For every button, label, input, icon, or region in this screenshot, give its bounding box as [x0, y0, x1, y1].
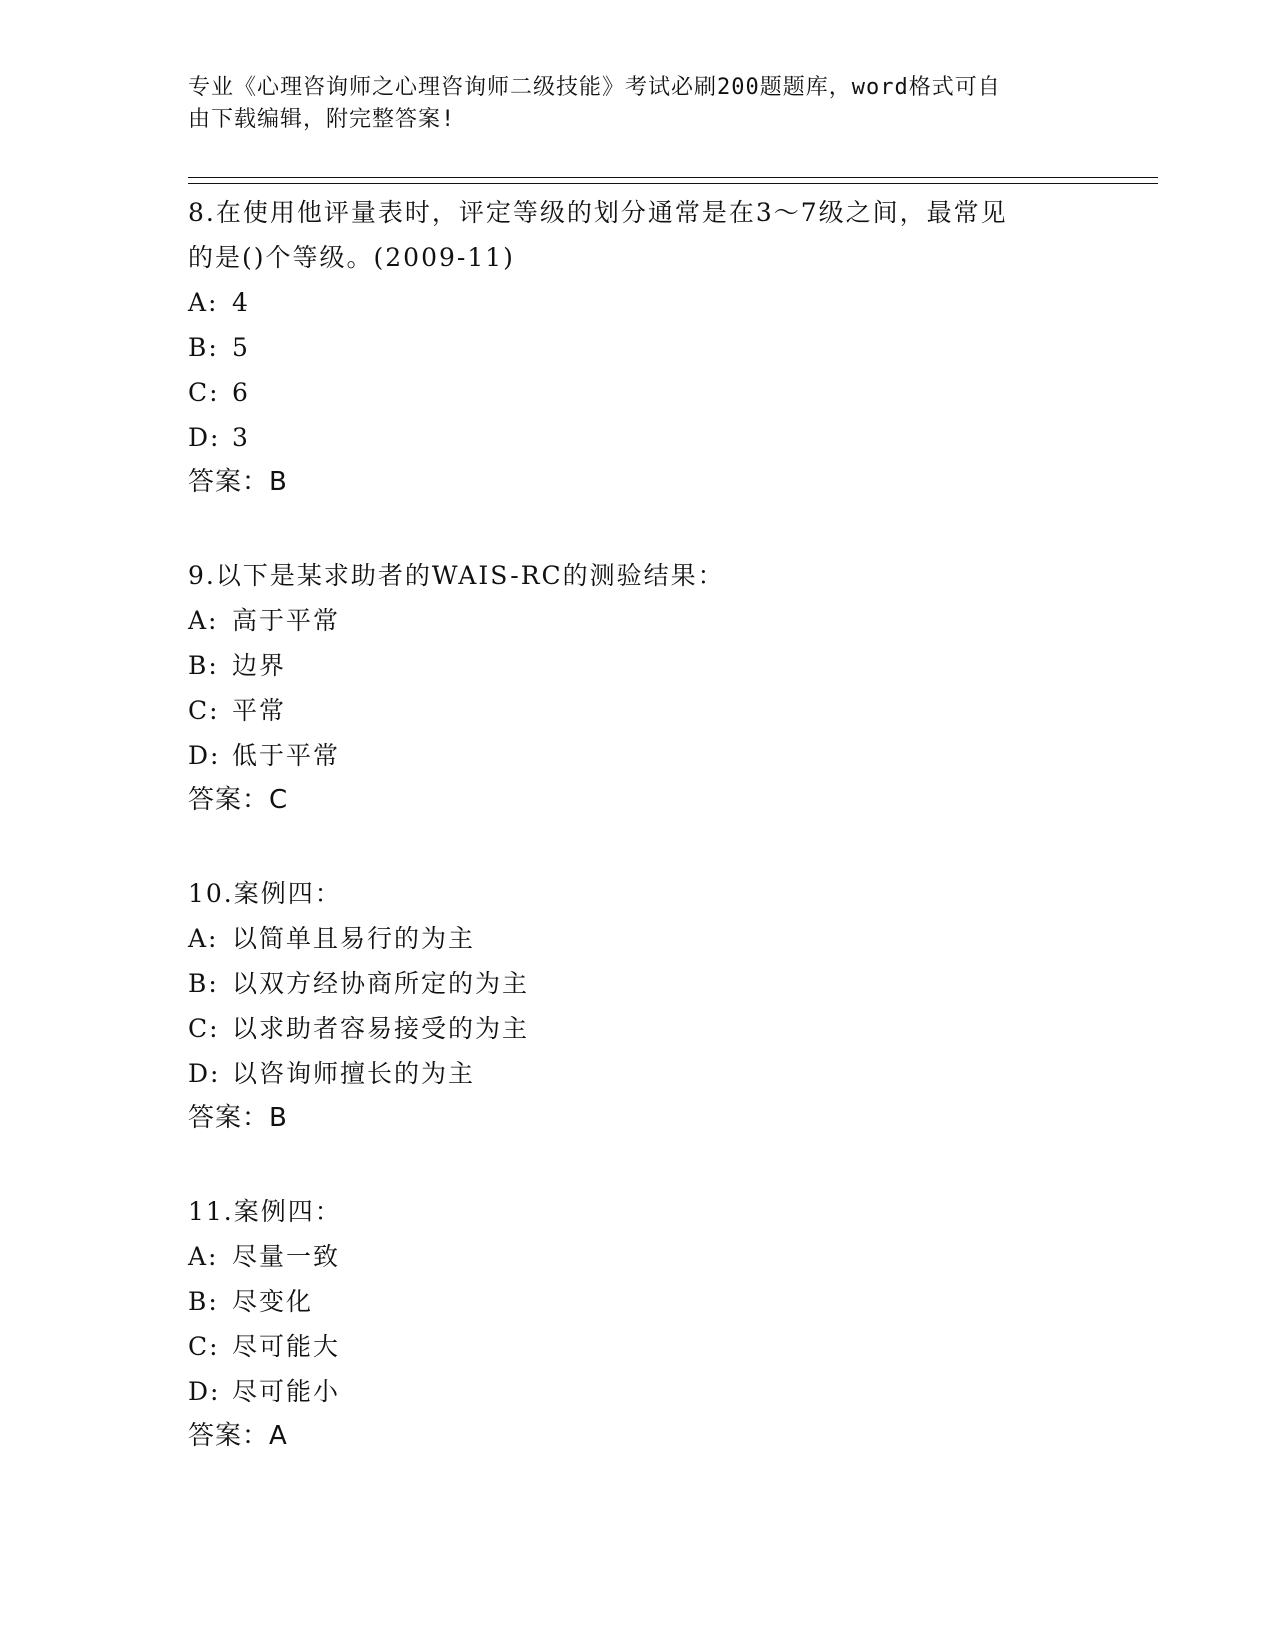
option-text: 平常: [232, 696, 287, 725]
header-divider-bottom: [188, 183, 1158, 184]
option-key: B:: [188, 651, 219, 680]
option-text: 低于平常: [232, 741, 341, 770]
document-header: [188, 72, 1068, 136]
option-a: [188, 916, 1088, 961]
option-a: [188, 598, 1088, 643]
option-text: 以双方经协商所定的为主: [232, 969, 530, 998]
option-text: 尽变化: [232, 1287, 314, 1316]
question-11: [188, 1189, 1088, 1459]
option-text: 6: [232, 378, 250, 407]
answer-line: 答案：A: [188, 1421, 288, 1451]
option-key: D:: [188, 741, 221, 770]
option-c: [188, 688, 1088, 733]
option-text: 以简单且易行的为主: [232, 924, 476, 953]
answer-line: 答案：B: [188, 467, 288, 497]
header-divider-top: [188, 177, 1158, 178]
option-key: D:: [188, 1377, 221, 1406]
option-b: [188, 643, 1088, 688]
option-text: 以求助者容易接受的为主: [232, 1014, 530, 1043]
option-key: B:: [188, 969, 219, 998]
option-list: [188, 280, 1088, 460]
question-8: [188, 190, 1088, 505]
option-key: D:: [188, 1059, 221, 1088]
option-text: 5: [232, 333, 250, 362]
option-text: 3: [232, 423, 250, 452]
question-10: [188, 871, 1088, 1141]
question-stem-line-1: 8.在使用他评量表时，评定等级的划分通常是在3～7级之间，最常见: [188, 198, 1008, 227]
question-stem-line-1: 10.案例四：: [188, 879, 342, 908]
option-text: 尽可能小: [232, 1377, 341, 1406]
option-c: [188, 1324, 1088, 1369]
option-key: A:: [188, 606, 219, 635]
option-key: C:: [188, 378, 220, 407]
option-c: [188, 1006, 1088, 1051]
option-text: 边界: [232, 651, 287, 680]
option-list: [188, 1234, 1088, 1414]
option-a: [188, 280, 1088, 325]
header-line-1: 专业《心理咨询师之心理咨询师二级技能》考试必刷200题题库，word格式可自: [188, 75, 1001, 100]
option-key: B:: [188, 333, 219, 362]
option-text: 尽量一致: [232, 1242, 341, 1271]
option-d: [188, 1369, 1088, 1414]
header-line-2: 由下载编辑，附完整答案!: [188, 107, 456, 132]
option-text: 以咨询师擅长的为主: [232, 1059, 476, 1088]
option-b: [188, 961, 1088, 1006]
option-d: [188, 415, 1088, 460]
option-text: 高于平常: [232, 606, 341, 635]
option-c: [188, 370, 1088, 415]
option-text: 4: [232, 288, 250, 317]
answer-line: 答案：C: [188, 785, 289, 815]
question-9: [188, 553, 1088, 823]
option-b: [188, 1279, 1088, 1324]
question-stem-line-2: 的是()个等级。(2009-11): [188, 243, 515, 272]
option-key: D:: [188, 423, 221, 452]
option-key: A:: [188, 924, 219, 953]
option-list: [188, 598, 1088, 778]
option-key: C:: [188, 696, 220, 725]
option-a: [188, 1234, 1088, 1279]
question-stem-line-1: 9.以下是某求助者的WAIS-RC的测验结果：: [188, 561, 725, 590]
option-b: [188, 325, 1088, 370]
option-key: B:: [188, 1287, 219, 1316]
option-d: [188, 733, 1088, 778]
option-text: 尽可能大: [232, 1332, 341, 1361]
question-list: [188, 190, 1088, 1507]
question-stem-line-1: 11.案例四：: [188, 1197, 342, 1226]
option-key: A:: [188, 288, 219, 317]
option-key: C:: [188, 1014, 220, 1043]
option-list: [188, 916, 1088, 1096]
option-key: C:: [188, 1332, 220, 1361]
option-key: A:: [188, 1242, 219, 1271]
answer-line: 答案：B: [188, 1103, 288, 1133]
option-d: [188, 1051, 1088, 1096]
